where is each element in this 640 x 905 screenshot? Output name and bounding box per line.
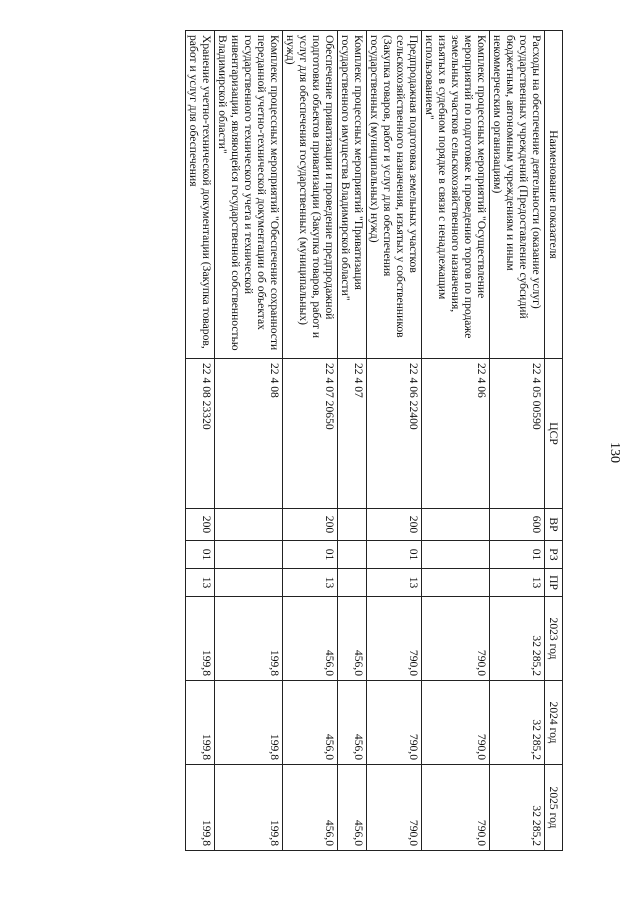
header-rz: РЗ [545, 541, 563, 569]
row-name: Обеспечение приватизации и проведение предпродажной подготовки объектов приватизации (Закупка товаров, работ и услуг для обеспечения государственных (муниципальных) нужд) [283, 31, 338, 359]
table-row [215, 31, 283, 851]
table-row [338, 31, 367, 851]
row-2025: 199,8 [186, 765, 215, 851]
header-csr: ЦСР [545, 359, 563, 509]
row-csr: 22 4 08 [215, 359, 283, 509]
row-pr [338, 569, 367, 597]
row-csr: 22 4 06 [422, 359, 490, 509]
row-2023: 790,0 [422, 597, 490, 681]
row-vr [215, 509, 283, 541]
row-rz: 01 [490, 541, 545, 569]
row-2025: 790,0 [422, 765, 490, 851]
row-csr: 22 4 05 00590 [490, 359, 545, 509]
row-pr: 13 [490, 569, 545, 597]
page-number: 130 [607, 442, 622, 463]
row-rz: 01 [367, 541, 422, 569]
row-rz [422, 541, 490, 569]
row-2023: 456,0 [338, 597, 367, 681]
row-2025: 456,0 [338, 765, 367, 851]
row-2025: 456,0 [283, 765, 338, 851]
row-pr: 13 [283, 569, 338, 597]
row-2023: 199,8 [186, 597, 215, 681]
header-2023: 2023 год [545, 597, 563, 681]
header-name: Наименование показателя [545, 31, 563, 359]
row-2024: 199,8 [186, 681, 215, 765]
row-2025: 199,8 [215, 765, 283, 851]
row-vr [338, 509, 367, 541]
row-vr: 200 [186, 509, 215, 541]
row-2024: 199,8 [215, 681, 283, 765]
row-rz [338, 541, 367, 569]
row-pr: 13 [367, 569, 422, 597]
row-2024: 456,0 [283, 681, 338, 765]
row-csr: 22 4 06 22400 [367, 359, 422, 509]
row-name: Комплекс процессных мероприятий "Приватизация государственного имущества Владимирской области" [338, 31, 367, 359]
row-csr: 22 4 08 23320 [186, 359, 215, 509]
row-pr [422, 569, 490, 597]
row-name: Расходы на обеспечение деятельности (оказание услуг) государственных учреждений (Предоставление субсидий бюджетным, автономным учреждениям и иным некоммерческим организациям) [490, 31, 545, 359]
table-row [283, 31, 338, 851]
row-2023: 790,0 [367, 597, 422, 681]
row-2023: 199,8 [215, 597, 283, 681]
row-2023: 456,0 [283, 597, 338, 681]
budget-table [185, 30, 563, 851]
row-name: Хранение учетно-технической документации (Закупка товаров, работ и услуг для обеспечения [186, 31, 215, 359]
row-2024: 790,0 [367, 681, 422, 765]
row-2024: 32 285,2 [490, 681, 545, 765]
row-name: Комплекс процессных мероприятий "Обеспечение сохранности переданной учетно-технической документации об объектах государственного технического учета и технической инвентаризации, являющейся государственной собственностью Владимирской области" [215, 31, 283, 359]
table-row [490, 31, 545, 851]
header-row [545, 31, 563, 851]
row-rz [215, 541, 283, 569]
row-2025: 790,0 [367, 765, 422, 851]
row-rz: 01 [186, 541, 215, 569]
row-name: Комплекс процессных мероприятий "Осуществление мероприятий по подготовке к проведению торгов по продаже земельных участков сельскохозяйственного назначения, изъятых в судебном порядке в связи с ненадлежащим использованием" [422, 31, 490, 359]
row-vr [422, 509, 490, 541]
table-row [367, 31, 422, 851]
row-vr: 200 [283, 509, 338, 541]
row-csr: 22 4 07 20650 [283, 359, 338, 509]
row-2024: 790,0 [422, 681, 490, 765]
table-row [186, 31, 215, 851]
row-csr: 22 4 07 [338, 359, 367, 509]
row-2024: 456,0 [338, 681, 367, 765]
row-pr: 13 [186, 569, 215, 597]
row-2023: 32 285,2 [490, 597, 545, 681]
row-pr [215, 569, 283, 597]
header-pr: ПР [545, 569, 563, 597]
table-row [422, 31, 490, 851]
header-2024: 2024 год [545, 681, 563, 765]
row-rz: 01 [283, 541, 338, 569]
header-2025: 2025 год [545, 765, 563, 851]
row-name: Предпродажная подготовка земельных участков сельскохозяйственного назначения, изъятых у собственников (Закупка товаров, работ и услуг для обеспечения государственных (муниципальных) нужд) [367, 31, 422, 359]
row-2025: 32 285,2 [490, 765, 545, 851]
row-vr: 600 [490, 509, 545, 541]
header-vr: ВР [545, 509, 563, 541]
row-vr: 200 [367, 509, 422, 541]
